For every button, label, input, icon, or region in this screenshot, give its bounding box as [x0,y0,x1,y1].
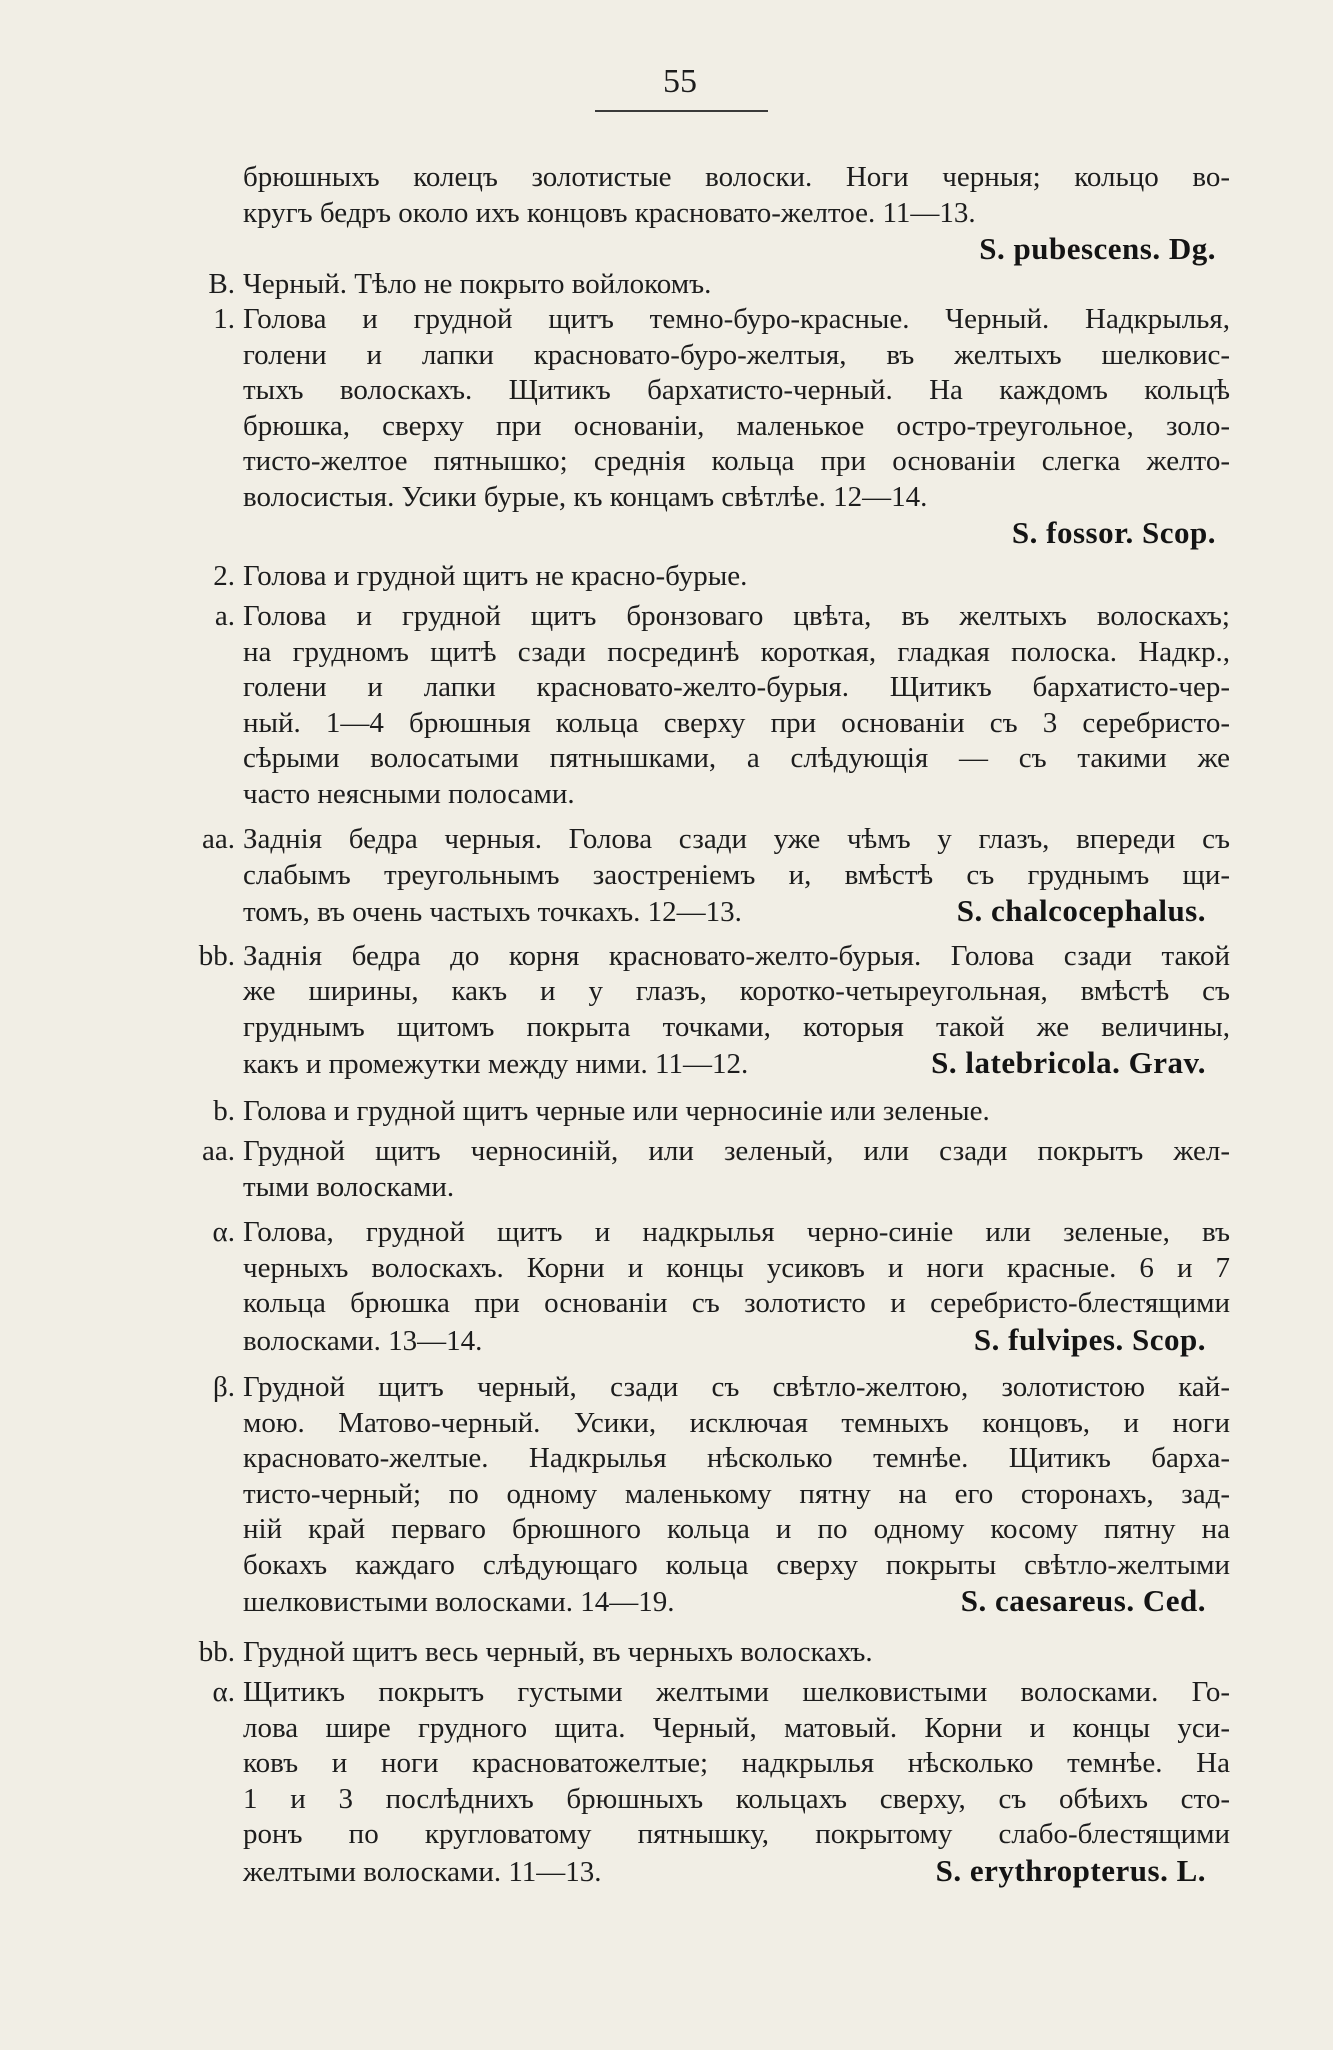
text-line [243,444,1230,480]
line-text: ній край перваго брюшного кольца и по одному косому пятну на [243,1513,1230,1545]
text-line [243,893,1230,929]
text-line [243,373,1230,409]
key-entry [212,1370,1230,1619]
text-line [243,1746,1230,1782]
text-line [243,196,1230,232]
line-text: тисто-желтое пятнышко; среднія кольца при основаніи слегка желто- [243,445,1230,477]
key-entry [208,267,1230,303]
text-line [243,480,1230,516]
key-label: β. [212,1371,235,1403]
text-line [243,1583,1230,1619]
key-label: B. [208,267,235,300]
species-name: S. fossor. Scop. [1011,515,1216,550]
text-line [213,1094,1230,1130]
line-text: брюшка, сверху при основаніи, маленькое остро-треугольное, золо- [243,409,1230,442]
text-line [213,559,1230,595]
key-label: aa. [202,1135,235,1167]
species-name: S. chalcocephalus. [956,893,1206,928]
key-entry [213,1094,1230,1130]
key-entry [214,599,1230,812]
line-text: брюшныхъ колецъ золотистые волоски. Ноги черныя; кольцо во- [243,161,1230,193]
text-line [243,1406,1230,1442]
text-line [214,599,1230,635]
line-text: бокахъ каждаго слѣдующаго кольца сверху покрыты свѣтло-желтыми [243,1548,1230,1581]
line-text: Заднія бедра до корня красновато-желто-бурыя. Голова сзади такой [243,939,1230,972]
line-text: голени и лапки красновато-буро-желтыя, въ желтыхъ шелковис- [243,338,1230,371]
key-entry [213,302,1230,551]
text-line [243,1010,1230,1046]
text-line [198,939,1230,975]
line-text: желтыми волосками. 11—13. [243,1855,602,1888]
key-entry [212,1215,1230,1357]
key-label: 1. [213,303,235,335]
line-text: Щитикъ покрытъ густыми желтыми шелковистыми волосками. Го- [243,1676,1230,1708]
text-line [243,1477,1230,1513]
text-line [202,1134,1230,1170]
key-label: α. [212,1676,235,1708]
text-line [213,302,1230,338]
text-line [243,1441,1230,1477]
text-line [243,635,1230,671]
line-text: сѣрыми волосатыми пятнышками, а слѣдующія — съ такими же [243,742,1230,774]
text-line [243,409,1230,445]
line-text: мою. Матово-черный. Усики, исключая темныхъ концовъ, и ноги [243,1406,1230,1439]
text-line [243,1853,1230,1889]
text-line [243,1170,1230,1206]
text-line [212,1215,1230,1251]
line-text: ронъ по кругловатому пятнышку, покрытому слабо-блестящими [243,1818,1230,1850]
key-label: b. [213,1094,235,1127]
page-number: 55 [663,63,697,100]
species-name: S. latebricola. Grav. [931,1045,1206,1080]
line-text: Голова и грудной щитъ темно-буро-красные. Черный. Надкрылья, [243,303,1230,335]
text-line [243,338,1230,374]
line-text: Голова и грудной щитъ не красно-бурые. [243,559,748,592]
text-line [243,1322,1230,1358]
text-line [243,1045,1230,1081]
text-line [243,1782,1230,1818]
line-text: лова шире грудного щита. Черный, матовый. Корни и концы уси- [243,1711,1230,1744]
species-name: S. caesareus. Ced. [960,1583,1206,1618]
key-entry [243,160,1230,267]
line-text: красновато-желтые. Надкрылья нѣсколько темнѣе. Щитикъ барха- [243,1442,1230,1474]
key-label: bb. [198,939,235,972]
line-text: кругъ бедръ около ихъ концовъ красновато-желтое. 11—13. [243,196,976,229]
line-text: Черный. Тѣло не покрыто войлокомъ. [243,267,712,300]
text-block [198,160,1230,1888]
line-text: Голова и грудной щитъ черные или черносиніе или зеленые. [243,1094,990,1127]
line-text: Грудной щитъ черносиній, или зеленый, или сзади покрытъ жел- [243,1135,1230,1167]
text-line [243,1711,1230,1747]
key-entry [212,1675,1230,1888]
text-line [243,1512,1230,1548]
line-text: волосками. 13—14. [243,1324,483,1357]
line-text: на грудномъ щитѣ сзади посрединѣ короткая, гладкая полоска. Надкр., [243,635,1230,668]
text-line [243,706,1230,742]
species-name: S. pubescens. Dg. [979,231,1216,266]
species-line [243,515,1230,551]
text-line [212,1370,1230,1406]
line-text: Голова и грудной щитъ бронзоваго цвѣта, въ желтыхъ волоскахъ; [243,600,1230,632]
text-line [243,1548,1230,1584]
line-text: слабымъ треугольнымъ заостреніемъ и, вмѣстѣ съ груднымъ щи- [243,858,1230,891]
text-line [243,1251,1230,1287]
text-line [243,160,1230,196]
key-label: aa. [202,823,235,855]
key-label: α. [212,1216,235,1248]
line-text: Заднія бедра черныя. Голова сзади уже чѣмъ у глазъ, впереди съ [243,823,1230,855]
line-text: кольца брюшка при основаніи съ золотисто и серебристо-блестящими [243,1287,1230,1319]
text-line [243,858,1230,894]
line-text: какъ и промежутки между ними. 11—12. [243,1048,749,1080]
line-text: Грудной щитъ весь черный, въ черныхъ волоскахъ. [243,1635,873,1668]
line-text: черныхъ волоскахъ. Корни и концы усиковъ и ноги красные. 6 и 7 [243,1251,1230,1284]
text-line [243,1817,1230,1853]
line-text: 1 и 3 послѣднихъ брюшныхъ кольцахъ сверху, съ обѣихъ сто- [243,1782,1230,1815]
key-entry [202,1134,1230,1205]
species-line [243,231,1230,267]
key-entry [198,1635,1230,1671]
species-name: S. fulvipes. Scop. [973,1321,1206,1357]
line-text: голени и лапки красновато-желто-бурыя. Щитикъ бархатисто-чер- [243,671,1230,703]
line-text: тыхъ волоскахъ. Щитикъ бархатисто-черный. На каждомъ кольцѣ [243,374,1230,406]
page-number-rule [595,110,768,112]
line-text: Грудной щитъ черный, сзади съ свѣтло-желтою, золотистою кай- [243,1371,1230,1403]
line-text: томъ, въ очень частыхъ точкахъ. 12—13. [243,896,742,928]
text-line [243,974,1230,1010]
line-text: Голова, грудной щитъ и надкрылья черно-синіе или зеленые, въ [243,1216,1230,1248]
key-entry [202,822,1230,929]
key-label: 2. [213,559,235,592]
key-entry [213,559,1230,595]
line-text: тисто-черный; по одному маленькому пятну на его сторонахъ, зад- [243,1477,1230,1510]
key-label: a. [214,600,235,632]
key-entry [198,939,1230,1081]
text-line [208,267,1230,303]
text-line [243,741,1230,777]
line-text: же ширины, какъ и у глазъ, коротко-четыреугольная, вмѣстѣ съ [243,975,1230,1007]
line-text: ковъ и ноги красноватожелтые; надкрылья нѣсколько темнѣе. На [243,1747,1230,1779]
species-name: S. erythropterus. L. [935,1852,1206,1888]
line-text: груднымъ щитомъ покрыта точками, которыя такой же величины, [243,1010,1230,1043]
line-text: тыми волосками. [243,1170,455,1203]
key-label: bb. [198,1635,235,1668]
text-line [198,1635,1230,1671]
text-line [243,670,1230,706]
line-text: часто неясными полосами. [243,777,575,810]
text-line [202,822,1230,858]
text-line [243,1286,1230,1322]
line-text: шелковистыми волосками. 14—19. [243,1586,675,1618]
line-text: волосистыя. Усики бурые, къ концамъ свѣтлѣе. 12—14. [243,480,928,513]
line-text: ный. 1—4 брюшныя кольца сверху при основаніи съ 3 серебристо- [243,706,1230,739]
text-line [212,1675,1230,1711]
text-line [243,777,1230,813]
